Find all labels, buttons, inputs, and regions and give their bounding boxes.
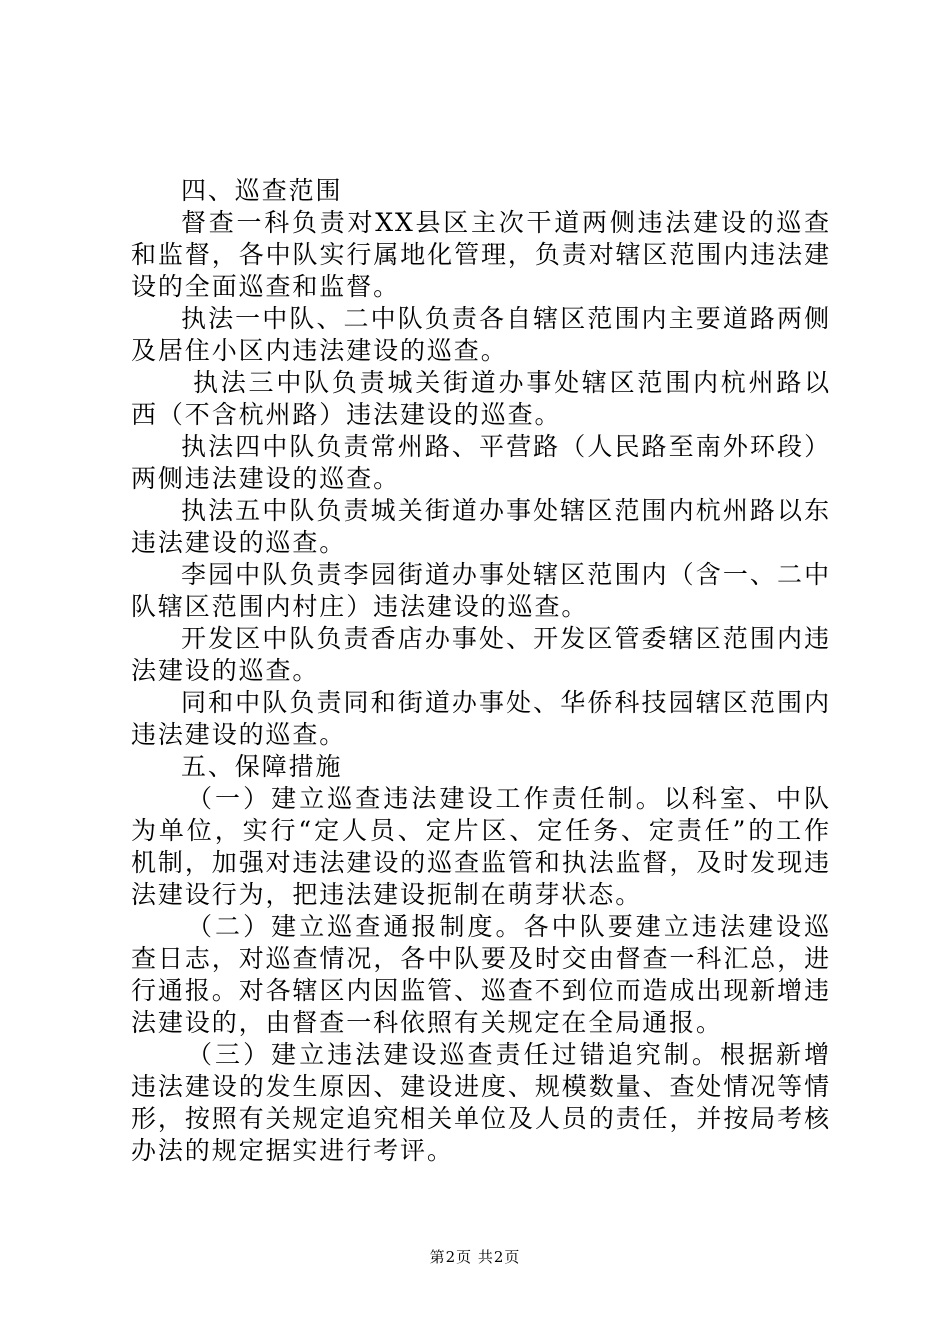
paragraph-development-zone-squad: 开发区中队负责香店办事处、开发区管委辖区范围内违法建设的巡查。 [131, 624, 831, 685]
paragraph-squad-4: 执法四中队负责常州路、平营路（人民路至南外环段）两侧违法建设的巡查。 [131, 432, 831, 493]
section-heading-patrol-scope: 四、巡查范围 [181, 176, 343, 205]
paragraph-tonghe-squad: 同和中队负责同和街道办事处、华侨科技园辖区范围内违法建设的巡查。 [131, 688, 831, 749]
paragraph-squad-3: 执法三中队负责城关街道办事处辖区范围内杭州路以西（不含杭州路）违法建设的巡查。 [131, 368, 831, 429]
paragraph-safeguard-3: （三）建立违法建设巡查责任过错追究制。根据新增违法建设的发生原因、建设进度、规模数量、查处情况等情形，按照有关规定追究相关单位及人员的责任，并按局考核办法的规定据实进行考评。 [131, 1040, 831, 1165]
paragraph-squad-5: 执法五中队负责城关街道办事处辖区范围内杭州路以东违法建设的巡查。 [131, 496, 831, 557]
paragraph-squad-1-2: 执法一中队、二中队负责各自辖区范围内主要道路两侧及居住小区内违法建设的巡查。 [131, 304, 831, 365]
paragraph-safeguard-1: （一）建立巡查违法建设工作责任制。以科室、中队为单位，实行“定人员、定片区、定任务、定责任”的工作机制，加强对违法建设的巡查监管和执法监督，及时发现违法建设行为，把违法建设扼制在萌芽状态。 [131, 784, 831, 909]
page-number-footer: 第2页 共2页 [429, 1248, 521, 1266]
paragraph-safeguard-2: （二）建立巡查通报制度。各中队要建立违法建设巡查日志，对巡查情况，各中队要及时交由督查一科汇总，进行通报。对各辖区内因监管、巡查不到位而造成出现新增违法建设的，由督查一科依照有关规定在全局通报。 [131, 912, 831, 1037]
section-heading-safeguards: 五、保障措施 [181, 752, 343, 781]
document-body [131, 175, 831, 1167]
paragraph-supervision-dept: 督查一科负责对XX县区主次干道两侧违法建设的巡查和监督，各中队实行属地化管理，负责对辖区范围内违法建设的全面巡查和监督。 [131, 208, 831, 301]
paragraph-liyuan-squad: 李园中队负责李园街道办事处辖区范围内（含一、二中队辖区范围内村庄）违法建设的巡查。 [131, 560, 831, 621]
